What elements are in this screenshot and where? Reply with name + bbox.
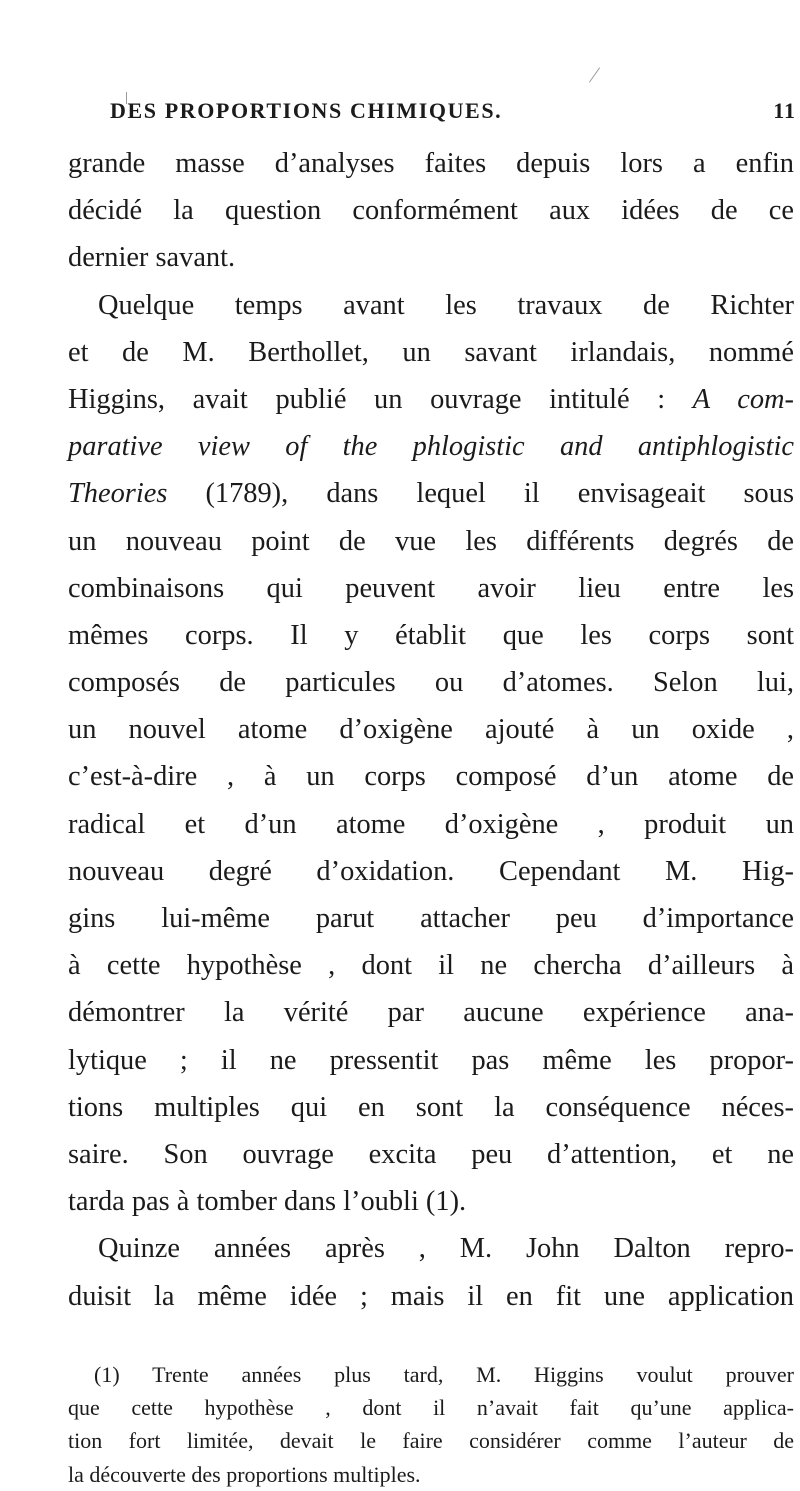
book-title-end: Theories (68, 478, 168, 510)
text-line: composés de particules ou d’atomes. Selon lui, (68, 667, 794, 699)
text-fragment: (1789), dans lequel il envisageait sous (167, 478, 794, 510)
footnote-line: que cette hypothèse , dont il n’avait fait qu’une applica- (68, 1395, 794, 1421)
text-line: gins lui-même parut attacher peu d’importance (68, 903, 794, 934)
footnote-line: la découverte des proportions multiples. (68, 1461, 421, 1487)
paper-speck (589, 67, 600, 82)
text-line: un nouveau point de vue les différents degrés de (68, 525, 794, 557)
text-line: duisit la même idée ; mais il en fit une application (68, 1280, 794, 1312)
text-line (68, 376, 794, 423)
text-line: mêmes corps. Il y établit que les corps sont (68, 619, 794, 651)
text-line: et de M. Berthollet, un savant irlandais, nommé (68, 336, 794, 368)
running-title: DES PROPORTIONS CHIMIQUES. (110, 98, 503, 123)
body-text (68, 140, 794, 1320)
running-head (92, 98, 800, 138)
page-number: 11 (773, 98, 796, 123)
footnote-line: tion fort limitée, devait le faire considérer comme l’auteur de (68, 1428, 794, 1454)
book-title-line: parative view of the phlogistic and antiphlogistic (68, 431, 794, 463)
text-fragment: Higgins, avait publié un ouvrage intitulé : (68, 383, 666, 415)
text-line: saire. Son ouvrage excita peu d’attention, et ne (68, 1138, 794, 1170)
text-line: décidé la question conformément aux idées de ce (68, 195, 794, 227)
text-line: c’est-à-dire , à un corps composé d’un atome de (68, 761, 794, 793)
text-line: nouveau degré d’oxidation. Cependant M. Hig- (68, 855, 794, 887)
text-line: combinaisons qui peuvent avoir lieu entre les (68, 572, 794, 604)
text-line: démontrer la vérité par aucune expérience ana- (68, 997, 794, 1029)
text-line: lytique ; il ne pressentit pas même les propor- (68, 1044, 794, 1076)
text-line: dernier savant. (68, 242, 236, 274)
footnote-line: (1) Trente années plus tard, M. Higgins voulut prouver (94, 1362, 794, 1387)
text-line: tions multiples qui en sont la conséquence néces- (68, 1091, 794, 1123)
text-line: à cette hypothèse , dont il ne chercha d’ailleurs à (68, 950, 794, 982)
text-line: un nouvel atome d’oxigène ajouté à un oxide , (68, 714, 794, 746)
book-title-fragment: A com- (692, 383, 794, 415)
text-line: tarda pas à tomber dans l’oubli (1). (68, 1186, 467, 1218)
text-line: grande masse d’analyses faites depuis lors a enfin (68, 148, 794, 179)
text-line: radical et d’un atome d’oxigène , produit un (68, 808, 794, 840)
text-line: Quelque temps avant les travaux de Richter (98, 289, 794, 321)
footnote (68, 1358, 794, 1491)
text-line (68, 470, 794, 517)
text-line: Quinze années après , M. John Dalton repro- (98, 1233, 794, 1265)
